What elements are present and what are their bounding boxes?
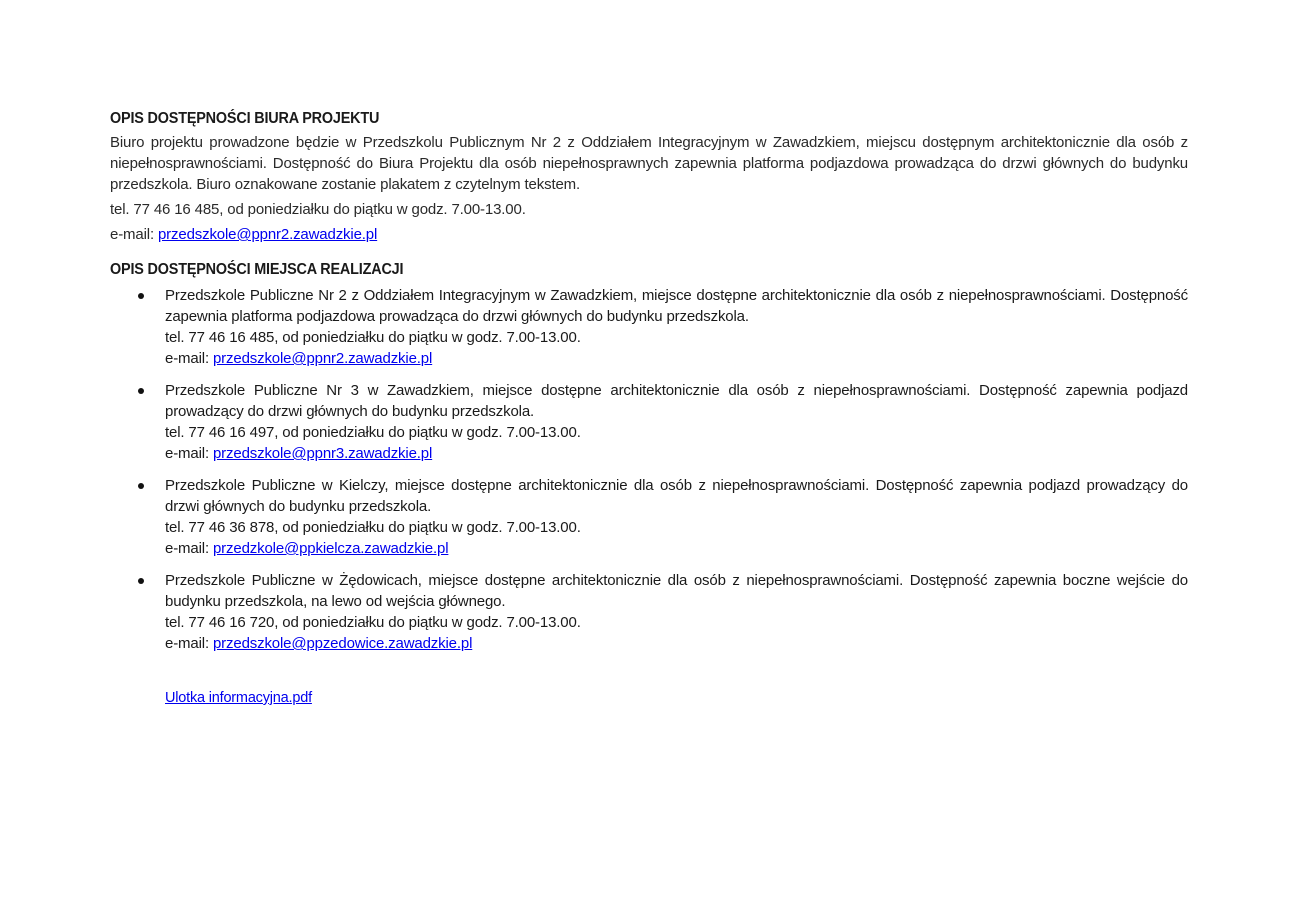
venue-phone: tel. 77 46 16 485, od poniedziałku do piątku w godz. 7.00-13.00. — [165, 329, 581, 346]
office-email-link[interactable]: przedszkole@ppnr2.zawadzkie.pl — [157, 226, 378, 243]
office-phone: tel. 77 46 16 485, od poniedziałku do piątku w godz. 7.00-13.00. — [110, 201, 526, 218]
office-description: Biuro projektu prowadzone będzie w Przedszkolu Publicznym Nr 2 z Oddziałem Integracyjnym w Zawadzkiem, miejscu dostępnym architektonicznie dla osób z niepełnosprawnościami. Dostępność do Biura Projektu dla osób niepełnosprawnych zapewnia platforma podjazdowa prowadząca do drzwi głównych do budynku przedszkola. Biuro oznakowane zostanie plakatem z czytelnym tekstem. — [110, 134, 1188, 193]
venue-email-prefix: e-mail: — [165, 350, 213, 367]
list-item — [110, 475, 1188, 559]
venues-list — [110, 285, 1188, 654]
attachment-line — [165, 690, 1188, 706]
venue-phone: tel. 77 46 36 878, od poniedziałku do piątku w godz. 7.00-13.00. — [165, 519, 581, 536]
venue-email-line — [165, 443, 1188, 464]
venue-email-link[interactable]: przedzkole@ppkielcza.zawadzkie.pl — [212, 540, 449, 557]
office-accessibility-heading: OPIS DOSTĘPNOŚCI BIURA PROJEKTU — [110, 110, 380, 127]
bullet-icon — [138, 293, 144, 299]
venue-email-line — [165, 538, 1188, 559]
venue-email-link[interactable]: przedszkole@ppzedowice.zawadzkie.pl — [212, 635, 473, 652]
venue-email-line — [165, 348, 1188, 369]
venue-description: Przedszkole Publiczne w Żędowicach, miejsce dostępne architektonicznie dla osób z niepełnosprawnościami. Dostępność zapewnia boczne wejście do budynku przedszkola, na lewo od wejścia głównego. — [165, 572, 1188, 610]
venue-description: Przedszkole Publiczne Nr 2 z Oddziałem Integracyjnym w Zawadzkiem, miejsce dostępne architektonicznie dla osób z niepełnosprawnościami. Dostępność zapewnia platforma podjazdowa prowadząca do drzwi głównych do budynku przedszkola. — [165, 287, 1188, 325]
venue-email-link[interactable]: przedszkole@ppnr3.zawadzkie.pl — [212, 445, 433, 462]
bullet-icon — [138, 388, 144, 394]
list-item — [110, 285, 1188, 369]
venue-email-link[interactable]: przedszkole@ppnr2.zawadzkie.pl — [212, 350, 433, 367]
venue-phone: tel. 77 46 16 720, od poniedziałku do piątku w godz. 7.00-13.00. — [165, 614, 581, 631]
venue-email-line — [165, 633, 1188, 654]
venue-phone: tel. 77 46 16 497, od poniedziałku do piątku w godz. 7.00-13.00. — [165, 424, 581, 441]
venue-description: Przedszkole Publiczne Nr 3 w Zawadzkiem, miejsce dostępne architektonicznie dla osób z niepełnosprawnościami. Dostępność zapewnia podjazd prowadzący do drzwi głównych do budynku przedszkola. — [165, 382, 1188, 420]
office-email-line — [110, 224, 1188, 245]
venue-description: Przedszkole Publiczne w Kielczy, miejsce dostępne architektonicznie dla osób z niepełnosprawnościami. Dostępność zapewnia podjazd prowadzący do drzwi głównych do budynku przedszkola. — [165, 477, 1188, 515]
venues-accessibility-heading: OPIS DOSTĘPNOŚCI MIEJSCA REALIZACJI — [110, 261, 404, 278]
venue-email-prefix: e-mail: — [165, 540, 213, 557]
office-email-prefix: e-mail: — [110, 226, 158, 243]
list-item — [110, 380, 1188, 464]
venue-email-prefix: e-mail: — [165, 445, 213, 462]
document-page — [110, 110, 1188, 706]
bullet-icon — [138, 578, 144, 584]
list-item — [110, 570, 1188, 654]
leaflet-pdf-link[interactable]: Ulotka informacyjna.pdf — [165, 690, 312, 706]
venue-email-prefix: e-mail: — [165, 635, 213, 652]
bullet-icon — [138, 483, 144, 489]
